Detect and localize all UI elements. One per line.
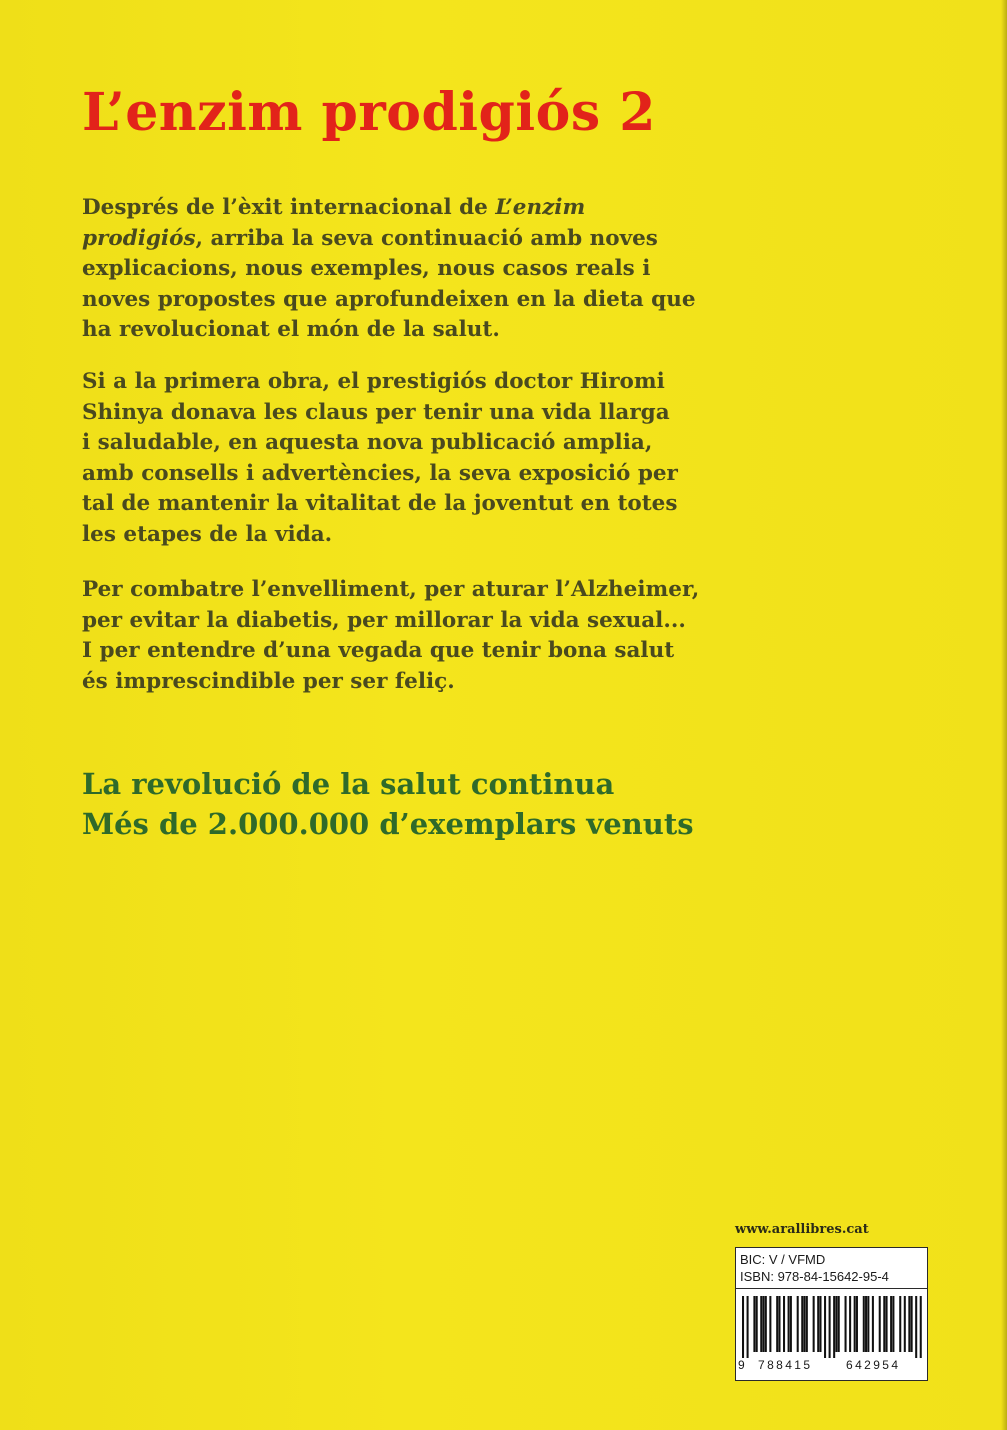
barcode-bar <box>790 1296 792 1352</box>
barcode-bar <box>908 1296 910 1352</box>
barcode-bar <box>920 1296 922 1358</box>
barcode-bar <box>849 1296 851 1352</box>
barcode-bar <box>879 1296 881 1352</box>
paragraph-line: i saludable, en aquesta nova publicació amplia, <box>82 430 653 455</box>
barcode-bar <box>915 1296 917 1358</box>
barcode-bar <box>819 1296 821 1352</box>
barcode-bar <box>776 1296 778 1352</box>
synopsis-paragraph-2 <box>82 367 742 550</box>
barcode-icon <box>742 1296 922 1358</box>
paragraph-line <box>82 224 742 255</box>
barcode-bar <box>886 1296 888 1352</box>
bic-code: BIC: V / VFMD <box>740 1252 826 1267</box>
barcode-bar <box>747 1296 749 1358</box>
barcode-bar <box>856 1296 858 1352</box>
barcode-bar <box>804 1296 806 1352</box>
paragraph-line: Per combatre l’envelliment, per aturar l’Alzheimer, <box>82 577 700 602</box>
book-title: L’enzim prodigiós 2 <box>82 82 656 143</box>
barcode-bar <box>863 1296 865 1352</box>
barcode-bar <box>833 1296 835 1358</box>
tagline-line: Més de 2.000.000 d’exemplars venuts <box>82 807 694 841</box>
barcode-bar <box>783 1296 785 1352</box>
barcode-bar <box>865 1296 867 1352</box>
barcode-bar <box>769 1296 771 1352</box>
paragraph-line: I per entendre d’una vegada que tenir bona salut <box>82 638 675 663</box>
paragraph-line: tal de mantenir la vitalitat de la joventut en totes <box>82 491 678 516</box>
paragraph-line: és imprescindible per ser feliç. <box>82 668 455 694</box>
paragraph-line: ha revolucionat el món de la salut. <box>82 317 500 342</box>
barcode-bar <box>778 1296 780 1352</box>
paragraph-line: noves propostes que aprofundeixen en la dieta que <box>82 286 696 312</box>
barcode-bar <box>806 1296 808 1352</box>
barcode-bar <box>801 1296 803 1352</box>
paragraph-line <box>82 193 742 224</box>
tagline-line: La revolució de la salut continua <box>82 767 615 801</box>
barcode-bar <box>829 1296 831 1358</box>
barcode-bar <box>742 1296 744 1358</box>
paragraph-line: per evitar la diabetis, per millorar la vida sexual... <box>82 607 686 633</box>
barcode-bar <box>838 1296 840 1352</box>
barcode-bar <box>904 1296 906 1352</box>
barcode-bar <box>756 1296 758 1352</box>
text-segment: Després de l’èxit internacional de <box>82 195 496 220</box>
promo-tagline <box>82 764 694 844</box>
barcode-bar <box>872 1296 874 1352</box>
italic-book-title: L’enzim <box>495 195 586 220</box>
paragraph-line: Shinya donava les claus per tenir una vida llarga <box>82 399 670 425</box>
isbn-barcode-label <box>735 1247 928 1381</box>
paragraph-line: les etapes de la vida. <box>82 521 333 547</box>
cover-edge-shadow <box>1001 0 1007 1430</box>
barcode-bar <box>763 1296 765 1352</box>
barcode-bar <box>813 1296 815 1352</box>
barcode-digit-group: 788415 <box>758 1358 813 1372</box>
text-segment: , arriba la seva continuació amb noves <box>195 225 658 251</box>
barcode-bar <box>899 1296 901 1352</box>
barcode-bar <box>765 1296 767 1352</box>
barcode-bar <box>835 1296 837 1352</box>
barcode-bar <box>892 1296 894 1352</box>
synopsis-paragraph-1 <box>82 193 742 346</box>
barcode-bar <box>867 1296 869 1352</box>
italic-book-title: prodigiós <box>82 225 196 251</box>
paragraph-line: explicacions, nous exemples, nous casos reals i <box>82 256 651 281</box>
paragraph-line: amb consells i advertències, la seva exposició per <box>82 460 678 486</box>
barcode-bar <box>797 1296 799 1352</box>
barcode-bar <box>883 1296 885 1352</box>
barcode-bar <box>817 1296 819 1352</box>
barcode-bar <box>824 1296 826 1358</box>
barcode-bar <box>890 1296 892 1352</box>
barcode-bar <box>753 1296 755 1352</box>
isbn-number: ISBN: 978-84-15642-95-4 <box>740 1269 889 1284</box>
barcode-digit-group: 642954 <box>846 1358 901 1372</box>
paragraph-line: Si a la primera obra, el prestigiós doctor Hiromi <box>82 369 665 394</box>
synopsis-paragraph-3 <box>82 575 742 697</box>
barcode-bar <box>845 1296 847 1352</box>
barcode-bar <box>760 1296 762 1352</box>
publisher-website: www.arallibres.cat <box>735 1222 869 1237</box>
barcode-bar <box>854 1296 856 1352</box>
label-divider <box>736 1288 927 1289</box>
barcode-lead-digit: 9 <box>738 1358 745 1372</box>
barcode-bar <box>911 1296 913 1352</box>
barcode-bar <box>788 1296 790 1352</box>
